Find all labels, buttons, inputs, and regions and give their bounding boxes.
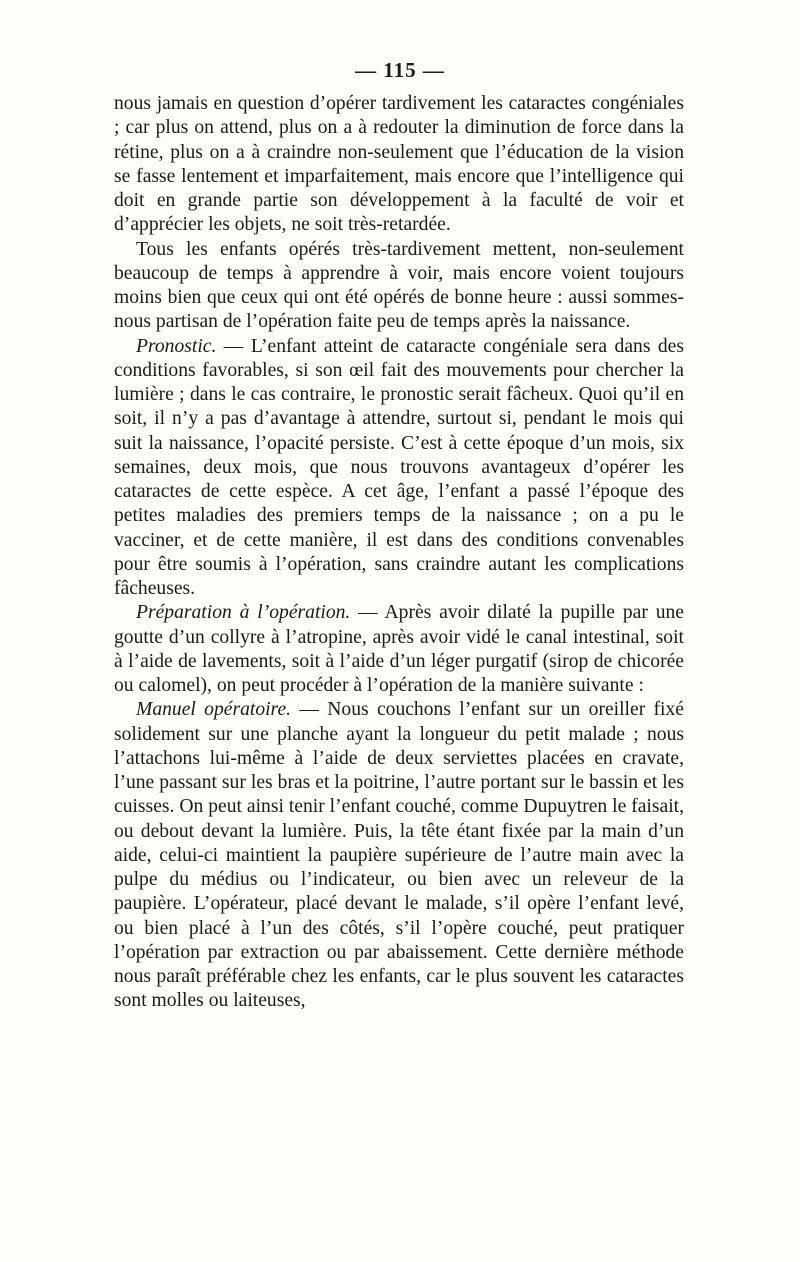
paragraph-text: — Après avoir dilaté la pupille par une goutte d’un collyre à l’atropine, après avoir vidé le canal intestinal, soit à l’aide de lavements, soit à l’aide d’un léger purgatif (sirop de chicorée ou calomel), on peut procéder à l’opération de la manière suivante : — [114, 602, 684, 696]
paragraph-manuel-operatoire — [114, 698, 684, 1013]
body-text — [114, 92, 684, 1014]
section-heading-manuel: Manuel opératoire. — [136, 699, 292, 721]
paragraph-text: Tous les enfants opérés très-tardivement mettent, non-seulement beaucoup de temps à apprendre à voir, mais encore voient toujours moins bien que ceux qui ont été opérés de bonne heure : aussi sommes-nous partisan de l’opération faite peu de temps après la naissance. — [114, 238, 684, 333]
paragraph-text: — L’enfant atteint de cataracte congéniale sera dans des conditions favorables, si son œil fait des mouvements pour chercher la lumière ; dans le cas contraire, le pronostic serait fâcheux. Quoi qu’il en soit, il n’y a pas d’avantage à attendre, surtout si, pendant le mois qui suit la naissance, l’opacité persiste. C’est à cette époque d’un mois, six semaines, deux mois, que nous trouvons avantageux d’opérer les cataractes de cette espèce. A cet âge, l’enfant a passé l’époque des petites maladies des premiers temps de la naissance ; on a pu le vacciner, et de cette manière, il est dans des conditions convenables pour être soumis à l’opération, sans craindre autant les complications fâcheuses. — [114, 335, 684, 599]
paragraph-late-operation — [114, 238, 684, 335]
section-heading-preparation: Préparation à l’opération. — [136, 602, 351, 624]
paragraph-text: — Nous couchons l’enfant sur un oreiller fixé solidement sur une planche ayant la longueur du petit malade ; nous l’attachons lui-même à l’aide de deux serviettes placées en cravate, l’une passant sur les bras et la poitrine, l’autre portant sur le bassin et les cuisses. On peut ainsi tenir l’enfant couché, comme Dupuytren le faisait, ou debout devant la lumière. Puis, la tête étant fixée par la main d’un aide, celui-ci maintient la paupière supérieure de l’autre main avec la pulpe du médius ou l’indicateur, ou bien avec un releveur de la paupière. L’opérateur, placé devant le malade, s’il opère l’enfant levé, ou bien placé à l’un des côtés, s’il l’opère couché, peut pratiquer l’opération par extraction ou par abaissement. Cette dernière méthode nous paraît préférable chez les enfants, car le plus souvent les cataractes sont molles ou laiteuses, — [114, 699, 684, 1012]
paragraph-text: nous jamais en question d’opérer tardivement les cataractes congéniales ; car plus on attend, plus on a à redouter la diminution de force dans la rétine, plus on a à craindre non-seulement que l’éducation de la vision se fasse lentement et imparfaitement, mais encore que l’intelligence qui doit en grande partie son développement à la faculté de voir et d’apprécier les objets, ne soit très-retardée. — [114, 93, 684, 236]
section-heading-pronostic: Pronostic. — [136, 335, 217, 357]
page-number: — 115 — — [355, 58, 445, 82]
paragraph-preparation — [114, 601, 684, 698]
paragraph-pronostic — [114, 335, 684, 602]
paragraph-continuation — [114, 92, 684, 238]
